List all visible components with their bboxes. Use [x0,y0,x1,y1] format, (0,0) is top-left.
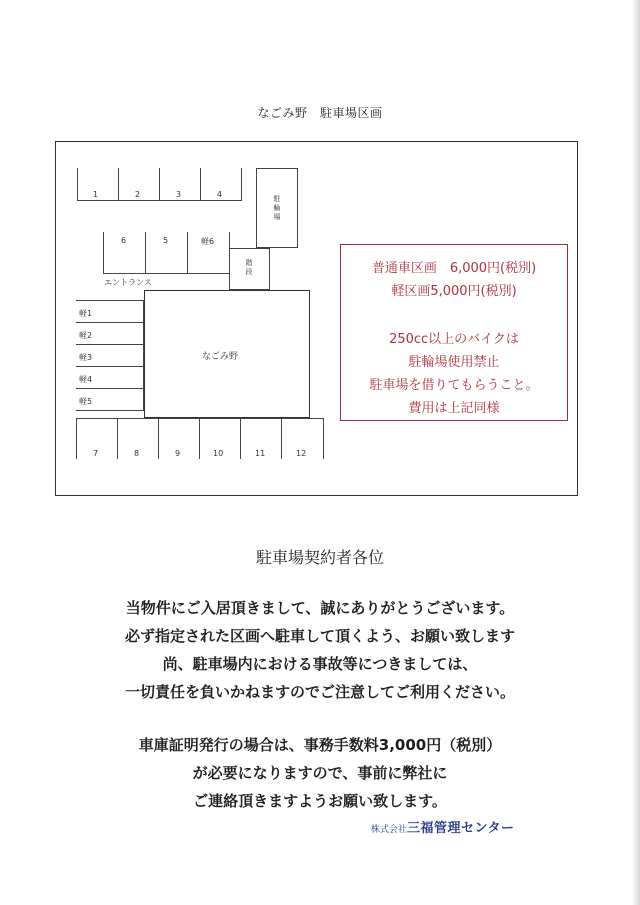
parking-space-3 [159,168,201,201]
parking-space-2 [118,168,160,201]
space-label: 7 [93,449,99,458]
note-line: 250cc以上のバイクは [389,332,519,347]
space-label: 軽2 [79,331,93,340]
space-label: 11 [255,449,266,458]
parking-space-k4 [76,366,144,389]
building-label: なごみ野 [202,352,239,362]
parking-space-6 [103,232,146,274]
parking-space-1 [77,168,119,201]
note-line: 費用は上記同様 [408,401,500,416]
parking-space-k6 [187,232,230,274]
bike-parking-area [256,168,298,248]
space-label: 軽4 [79,375,93,384]
space-label: 1 [93,190,99,199]
parking-space-k1 [76,300,144,323]
space-label: 10 [213,449,224,458]
note-line: 駐輪場使用禁止 [408,355,500,370]
map-title: なごみ野 駐車場区画 [257,106,383,120]
bike-parking-label: 駐 輪 場 [273,195,281,221]
parking-space-8 [117,418,159,459]
notice-line: が必要になりますので、事前に弊社に [192,764,448,782]
company-main-name: 三福管理センター [407,821,515,836]
space-label: 6 [121,236,127,245]
parking-space-7 [76,418,118,459]
notice-line: ご連絡頂きますようお願い致します。 [193,792,447,810]
company-prefix: 株式会社 [371,825,408,835]
entrance-label: エントランス [104,278,152,287]
parking-space-12 [281,418,324,459]
notice-title: 駐車場契約者各位 [255,548,384,567]
space-label: 4 [217,190,223,199]
parking-space-k3 [76,344,144,367]
space-label: 軽5 [79,397,93,406]
space-label: 2 [135,190,141,199]
notice-line: 必ず指定された区画へ駐車して頂くよう、お願い致します [124,627,515,645]
space-label: 軽3 [79,353,93,362]
parking-space-k5 [76,388,144,411]
space-label: 9 [175,449,181,458]
parking-space-4 [200,168,242,201]
note-line: 駐車場を借りてもらうこと。 [369,378,539,393]
building-nagomino [144,290,310,418]
space-label: 軽1 [79,309,93,318]
stairs-area [229,248,270,290]
parking-space-11 [240,418,282,459]
notice-line: 尚、駐車場内における事故等につきましては、 [162,655,478,673]
pricing-note [340,244,568,421]
parking-space-5 [145,232,188,274]
note-line: 軽区画5,000円(税別) [391,284,517,299]
space-label: 3 [176,190,182,199]
space-label: 12 [296,449,307,458]
note-line: 普通車区画 6,000円(税別) [371,261,537,276]
parking-space-k2 [76,322,144,345]
parking-space-9 [158,418,200,459]
parking-space-10 [199,418,241,459]
stairs-label: 階 段 [245,259,253,276]
notice-line: 当物件にご入居頂きまして、誠にありがとうございます。 [125,599,515,617]
space-label: 軽6 [201,237,215,246]
space-label: 5 [163,236,169,245]
notice-line: 一切責任を負いかねますのでご注意してご利用ください。 [124,683,515,701]
space-label: 8 [134,449,140,458]
company-name [371,817,515,836]
notice-line: 車庫証明発行の場合は、事務手数料3,000円（税別） [138,736,502,754]
